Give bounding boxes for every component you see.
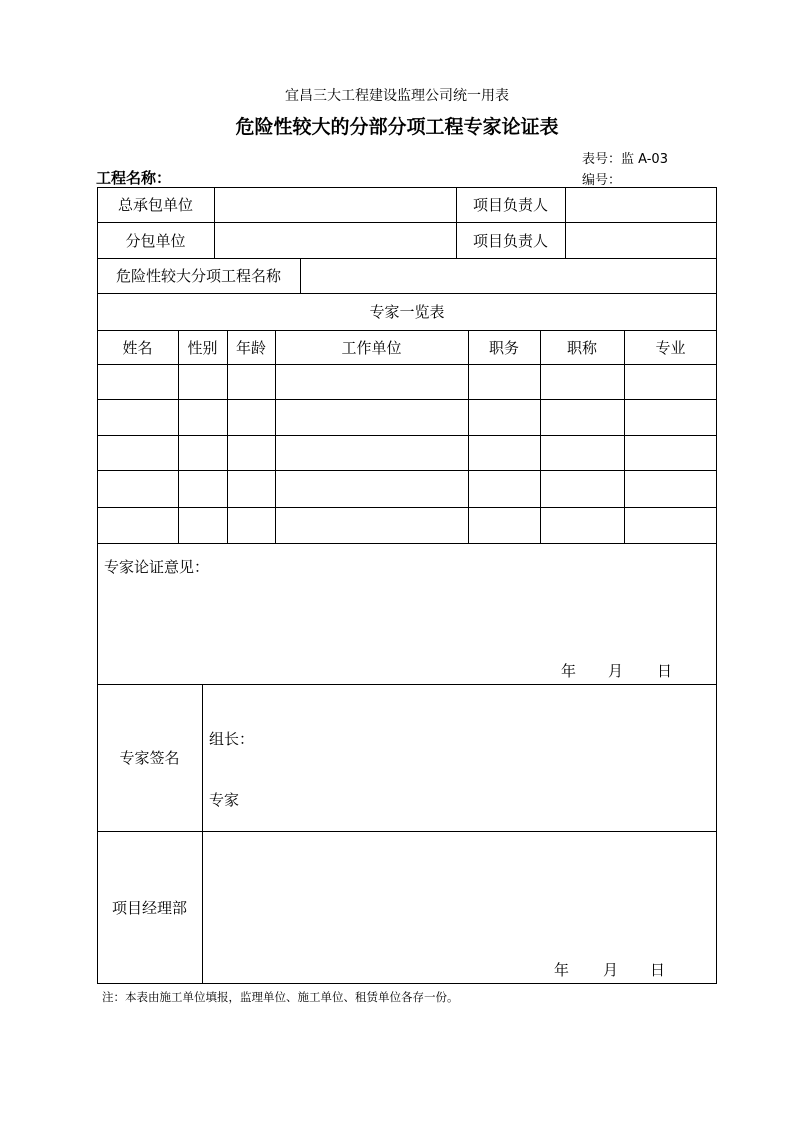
col-divider xyxy=(202,684,203,984)
sub-project-leader-field[interactable] xyxy=(565,222,717,258)
column-header-name: 姓名 xyxy=(122,338,153,357)
manager-date-day: 日 xyxy=(650,961,666,979)
column-header-title: 职称 xyxy=(566,338,597,357)
sub-contractor-label: 分包单位 xyxy=(125,231,186,250)
main-contractor-field[interactable] xyxy=(214,187,456,222)
company-name: 宜昌三大工程建设监理公司统一用表 xyxy=(285,88,509,104)
column-header-employer: 工作单位 xyxy=(341,338,402,357)
column-header-specialty: 专业 xyxy=(655,338,686,357)
opinion-date-month: 月 xyxy=(608,662,624,680)
sub-project-leader-label: 项目负责人 xyxy=(472,231,548,250)
manager-date-month: 月 xyxy=(603,961,619,979)
form-number: 表号：监 A-03 xyxy=(582,152,668,167)
dangerous-work-name-field[interactable] xyxy=(300,258,717,293)
footer-note: 注：本表由施工单位填报，监理单位、施工单位、租赁单位各存一份。 xyxy=(102,990,459,1004)
project-leader-field[interactable] xyxy=(565,187,717,222)
column-header-gender: 性别 xyxy=(187,338,218,357)
column-header-position: 职务 xyxy=(488,338,519,357)
serial-number-label: 编号： xyxy=(582,173,622,188)
expert-row[interactable] xyxy=(97,399,717,435)
manager-date-year: 年 xyxy=(554,961,570,979)
expert-row[interactable] xyxy=(97,507,717,543)
group-leader-label: 组长： xyxy=(209,730,255,748)
sub-contractor-field[interactable] xyxy=(214,222,456,258)
project-leader-label: 项目负责人 xyxy=(472,196,548,214)
dangerous-work-name-label: 危险性较大分项工程名称 xyxy=(115,267,281,285)
expert-row[interactable] xyxy=(97,470,717,507)
main-contractor-label: 总承包单位 xyxy=(117,196,193,214)
project-manager-dept-label: 项目经理部 xyxy=(111,899,187,917)
row-divider xyxy=(97,543,717,544)
opinion-date-year: 年 xyxy=(561,662,577,680)
opinion-date-day: 日 xyxy=(657,662,673,680)
project-name-label: 工程名称： xyxy=(96,169,172,187)
column-header-age: 年龄 xyxy=(235,338,266,357)
expert-row[interactable] xyxy=(97,435,717,470)
expert-row[interactable] xyxy=(97,364,717,399)
expert-signature-label: 专家签名 xyxy=(119,749,180,767)
expert-sign-label: 专家 xyxy=(209,791,240,809)
form-title: 危险性较大的分部分项工程专家论证表 xyxy=(235,116,559,138)
expert-list-caption: 专家一览表 xyxy=(369,303,445,321)
expert-opinion-label: 专家论证意见： xyxy=(104,558,210,576)
